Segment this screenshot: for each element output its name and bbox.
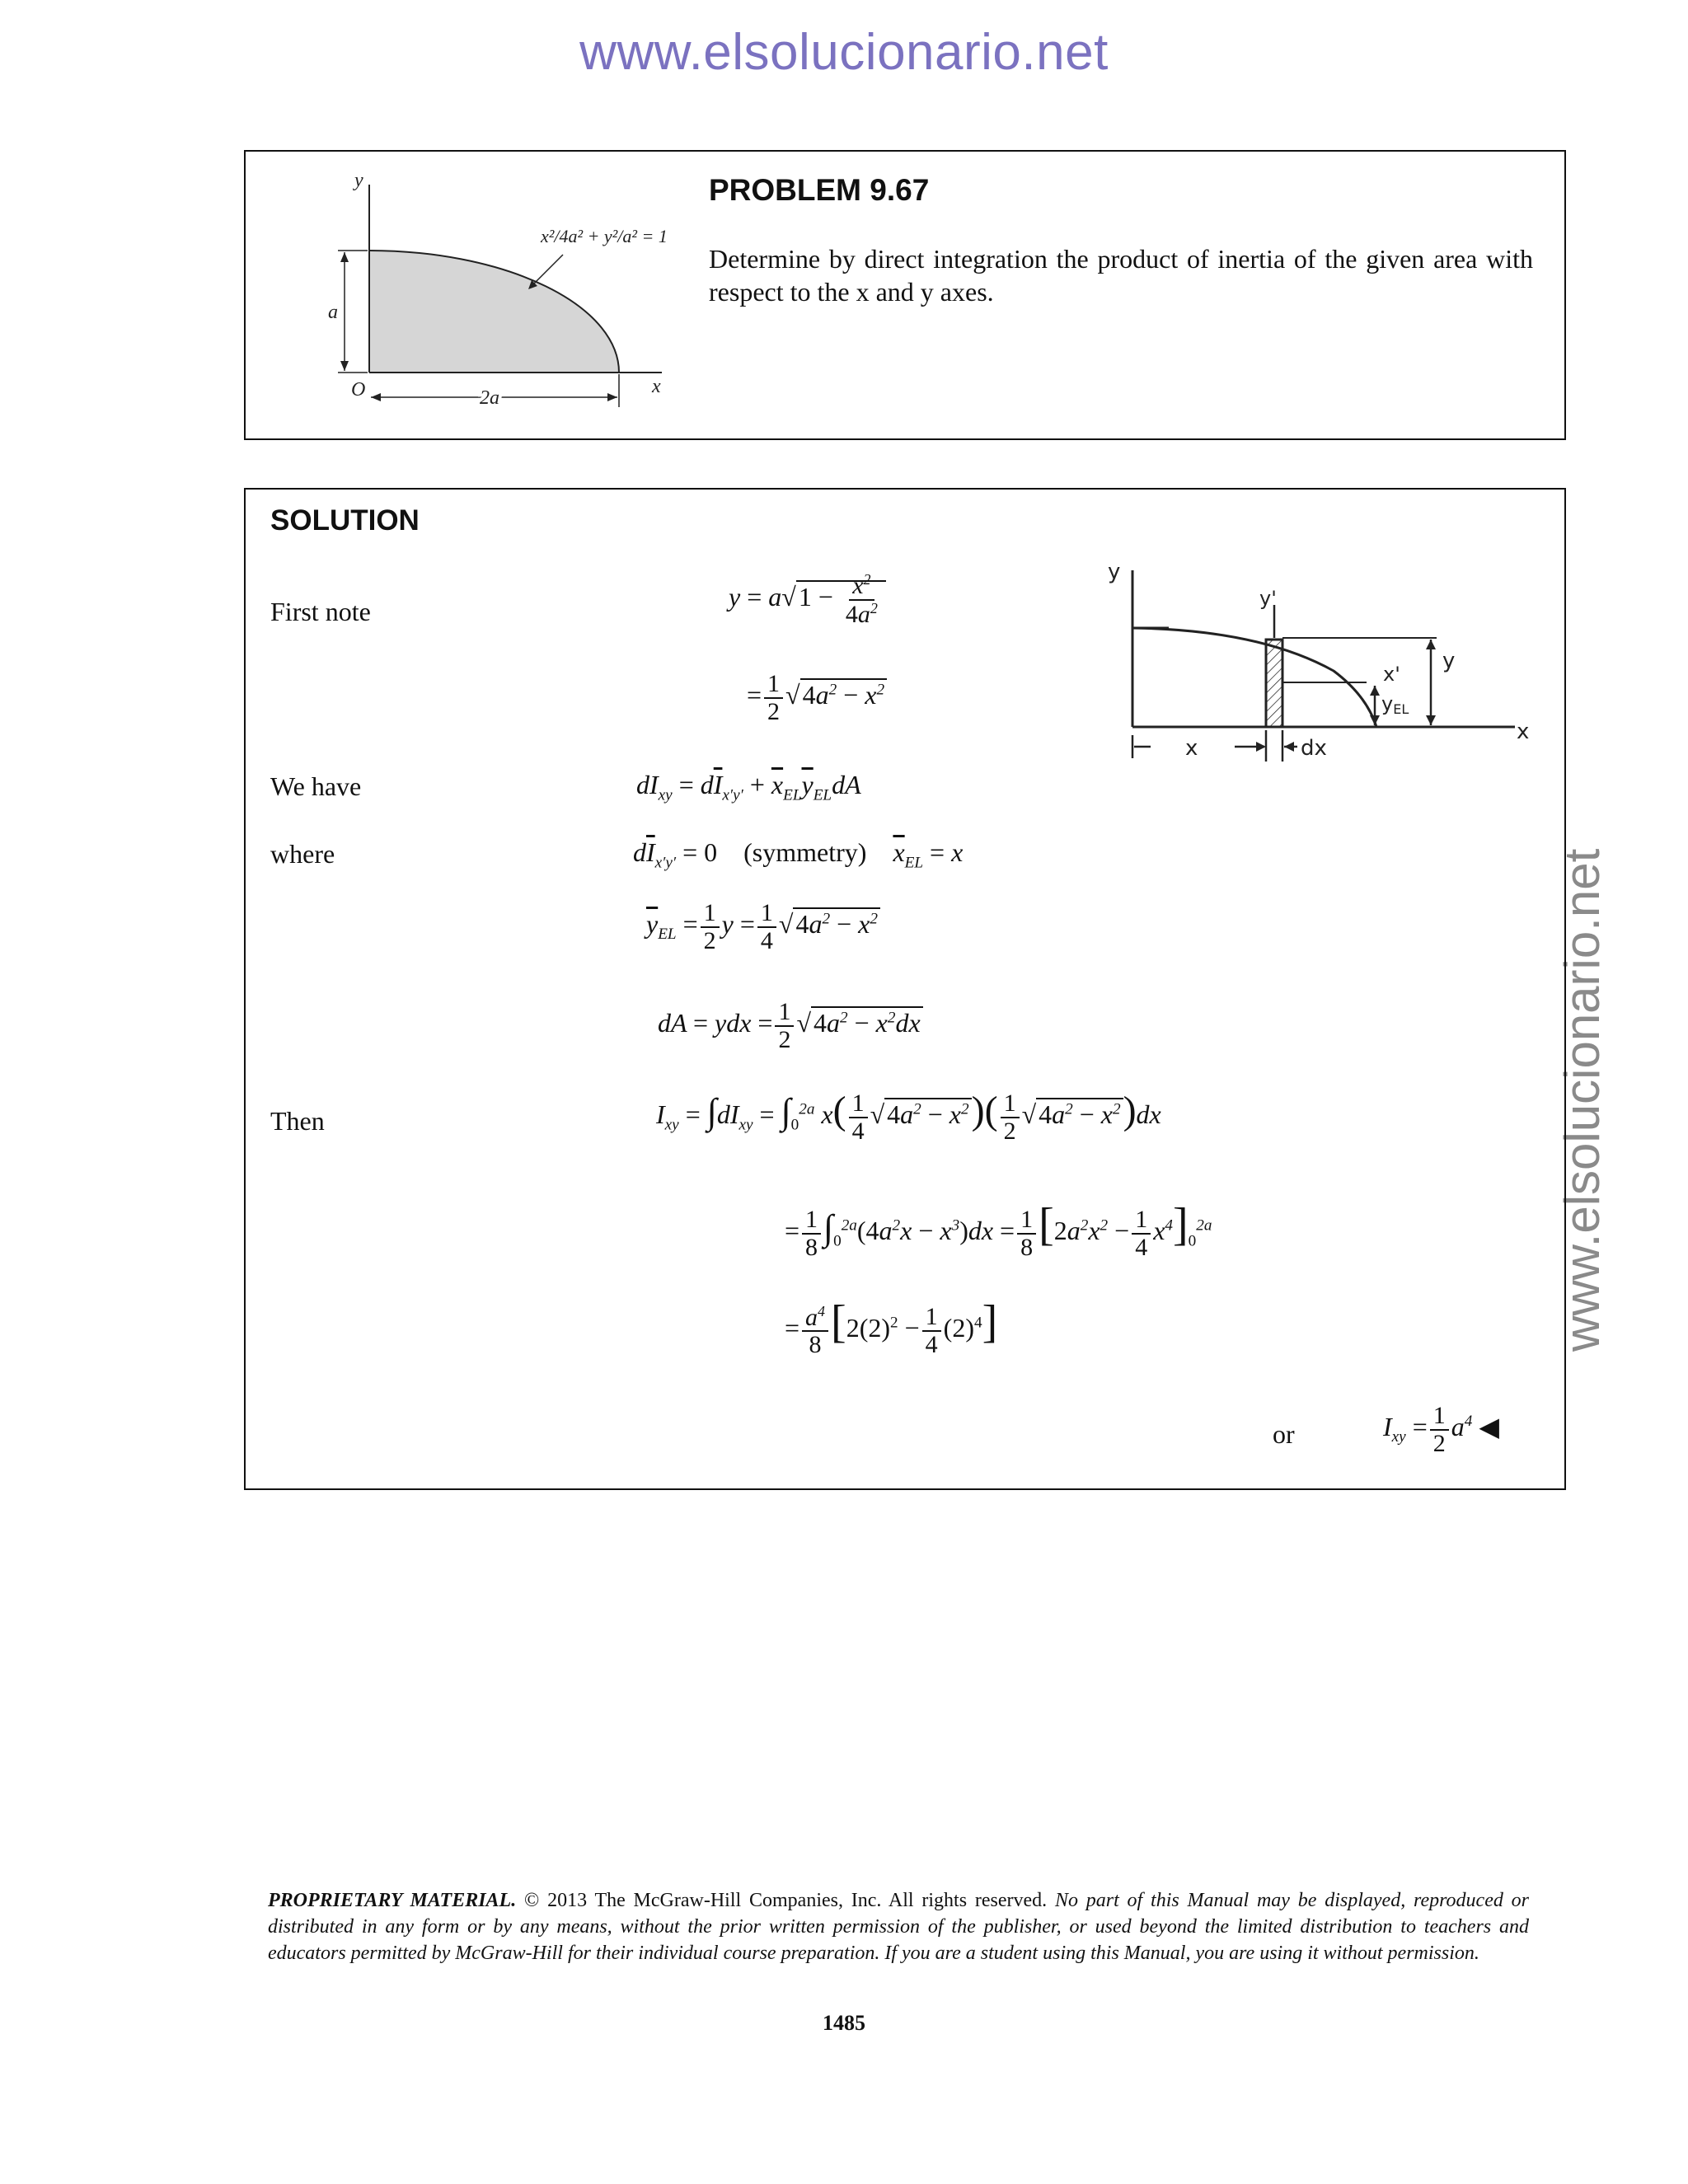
label-first-note: First note bbox=[270, 597, 371, 626]
fig-curve-equation: x²/4a² + y²/a² = 1 bbox=[541, 226, 668, 246]
label-where: where bbox=[270, 839, 335, 869]
shaded-region bbox=[369, 251, 619, 373]
sketch-curve bbox=[1132, 628, 1376, 727]
sketch-x-prime-label: x' bbox=[1383, 663, 1400, 686]
eq-dA: dA = ydx = $\frac{1}{2}$ $√4a^2 - x^2dx$ bbox=[658, 999, 923, 1052]
solution-box bbox=[244, 488, 1566, 1490]
sketch-x-label: x bbox=[1517, 719, 1530, 744]
symmetry-note: (symmetry) bbox=[743, 837, 867, 867]
fig-origin-label: O bbox=[351, 379, 366, 401]
label-then: Then bbox=[270, 1106, 325, 1136]
eq-Ixy-expanded: = $\frac{1}{8}$ $\int_0^{2a}(4a^2x - x^3)dx$ = $\frac{1}{8}$ [$2a^2x^2$ − $\frac{1}{4}$ $x^4]_0^{2a}$ bbox=[785, 1199, 1212, 1261]
watermark-side: www.elsolucionario.net bbox=[1554, 848, 1610, 1352]
sketch-y-dim-label: y bbox=[1442, 649, 1456, 673]
problem-box bbox=[244, 150, 1566, 440]
eq-Ixy-evaluated: = $\frac{a^4}{8}$ [$2(2)^2$ − $\frac{1}{4}$ $(2)^4$] bbox=[785, 1296, 998, 1359]
fig-height-label: a bbox=[328, 302, 338, 323]
eq-Ixy-integral: $I_{xy} = \int dI_{xy} = \int_0^{2a}$ x( $\frac{1}{4}$ $√4a^2 - x^2$)( $\frac{1}{2}$ $√4a^2 - x^2)dx$ bbox=[656, 1089, 1161, 1145]
footer-notice: No part of this Manual may be displayed, reproduced or distributed in any form or by any means, without the prior written permission of the publisher, or used beyond the limited distribution to teachers and educators permitted by McGraw-Hill for their individual course preparation. If you are a student using this Manual, you are using it without permission. bbox=[268, 1890, 1529, 1964]
eq-final-answer: $I_{xy}$ = $\frac{1}{2}$ $a^4$ ◀ bbox=[1383, 1402, 1499, 1457]
eq-dIxy: $dI_{xy} = d\overline{I}_{x'y'} + \overline{x}_{EL}\overline{y}_{EL}dA$ bbox=[636, 770, 861, 804]
eq-yEL: $\overline{y}_{EL}$ = $\frac{1}{2}$ y = $\frac{1}{4}$ $√4a^2 - x^2$ bbox=[646, 900, 880, 954]
fig-y-label: y bbox=[354, 170, 363, 191]
eq-y-simplified: = $\frac{1}{2}$ $√4a^2 - x^2$ bbox=[747, 671, 887, 724]
problem-figure bbox=[279, 168, 691, 440]
fig-width-label: 2a bbox=[480, 387, 499, 409]
answer-marker-icon: ◀ bbox=[1479, 1411, 1499, 1441]
eq-y-definition: y = a√1 − $\frac{x^2}{4a^2}$ bbox=[729, 572, 886, 627]
solution-heading: SOLUTION bbox=[270, 504, 420, 537]
label-or: or bbox=[1273, 1419, 1295, 1449]
sketch-dx-label: dx bbox=[1301, 736, 1327, 761]
sketch-element-strip bbox=[1266, 640, 1282, 727]
footer-copyright: © 2013 The McGraw-Hill Companies, Inc. All rights reserved. bbox=[524, 1890, 1048, 1911]
fig-x-label: x bbox=[652, 376, 661, 397]
proprietary-footer bbox=[268, 1887, 1529, 1966]
solution-sketch bbox=[1086, 555, 1548, 770]
leader-arrow bbox=[530, 255, 563, 288]
sketch-x-dim-label: x bbox=[1185, 736, 1198, 761]
sketch-y-prime-label: y' bbox=[1259, 587, 1277, 610]
page-number: 1485 bbox=[823, 2011, 865, 2035]
sketch-yel-label: yEL bbox=[1381, 692, 1409, 717]
eq-symmetry: $d\overline{I}_{x'y'} = 0$ (symmetry) $\overline{x}_{EL} = x$ bbox=[633, 837, 964, 872]
footer-lead: PROPRIETARY MATERIAL. bbox=[268, 1890, 517, 1911]
watermark-top: www.elsolucionario.net bbox=[579, 24, 1109, 81]
problem-statement: Determine by direct integration the product of inertia of the given area with respect to the x and y axes. bbox=[709, 244, 1533, 307]
sketch-y-label: y bbox=[1108, 560, 1121, 584]
problem-title: PROBLEM 9.67 bbox=[709, 173, 930, 207]
label-we-have: We have bbox=[270, 771, 362, 801]
